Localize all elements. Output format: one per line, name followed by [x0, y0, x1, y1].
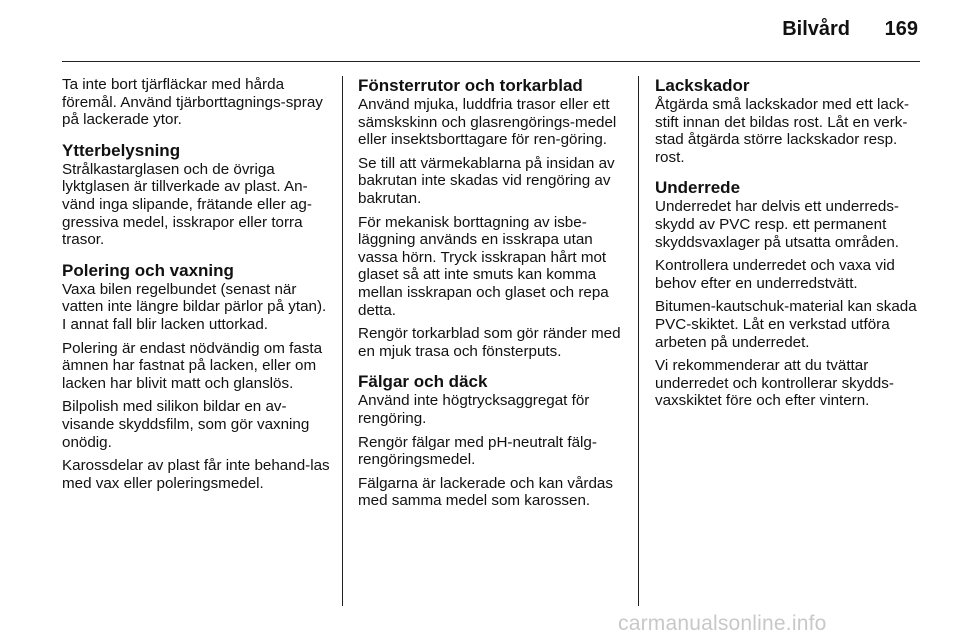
paragraph: Kontrollera underredet och vaxa vid behov efter en underredstvätt.	[655, 257, 895, 292]
section-heading: Underrede	[655, 178, 741, 198]
column-3	[655, 76, 923, 422]
paragraph: Strålkastarglasen och de övriga lyktglasen är tillverkade av plast. An-vänd inga slipande, frätande eller ag-gressiva medel, isskrapor eller torra trasor.	[62, 160, 312, 249]
section-heading: Polering och vaxning	[62, 260, 234, 280]
paragraph: Underredet har delvis ett underreds-skydd av PVC resp. ett permanent skyddsvaxlager på utsatta områden.	[655, 198, 899, 251]
paragraph: Se till att värmekablarna på insidan av bakrutan inte skadas vid rengöring av bakrutan.	[358, 154, 615, 207]
section-heading: Ytterbelysning	[62, 140, 181, 160]
paragraph: För mekanisk borttagning av isbe-läggning används en isskrapa utan vassa hörn. Tryck isskrapan hårt mot glaset så att inte smuts kan komma mellan isskrapan och glaset och repa detta.	[358, 213, 609, 319]
page-number: 169	[884, 18, 918, 40]
intro-paragraph: Ta inte bort tjärfläckar med hårda föremål. Använd tjärborttagnings-spray på lackerade ytor.	[62, 76, 323, 129]
section-heading: Fälgar och däck	[358, 372, 488, 392]
intro-section	[62, 76, 330, 129]
paragraph: Använd mjuka, luddfria trasor eller ett sämskskinn och glasrengörings-medel eller insektsborttagare för ren-göring.	[358, 96, 617, 149]
section-polering	[62, 261, 330, 493]
section-ytterbelysning	[62, 141, 330, 249]
section-heading: Fönsterrutor och torkarblad	[358, 76, 583, 95]
paragraph: Bilpolish med silikon bildar en av-visande skyddsfilm, som gör vaxning onödig.	[62, 398, 310, 451]
header-rule	[62, 61, 920, 62]
paragraph: Rengör torkarblad som gör ränder med en mjuk trasa och fönsterputs.	[358, 325, 621, 360]
paragraph: Vi rekommenderar att du tvättar underredet och kontrollerar skydds-vaxskiktet före och efter vintern.	[655, 357, 894, 410]
section-lackskador	[655, 76, 923, 166]
section-heading: Lackskador	[655, 76, 750, 95]
column-divider	[638, 76, 639, 606]
section-fonsterrutor	[358, 76, 626, 360]
paragraph: Polering är endast nödvändig om fasta ämnen har fastnat på lacken, eller om lacken har blivit matt och glanslös.	[62, 339, 323, 392]
column-1	[62, 76, 330, 504]
paragraph: Vaxa bilen regelbundet (senast när vatten inte längre bildar pärlor på ytan). I annat fall blir lacken uttorkad.	[62, 280, 327, 333]
paragraph: Bitumen-kautschuk-material kan skada PVC-skiktet. Låt en verkstad utföra arbeten på underredet.	[655, 298, 917, 351]
column-2	[358, 76, 626, 522]
column-divider	[342, 76, 343, 606]
paragraph: Åtgärda små lackskador med ett lack-stift innan det bildas rost. Låt en verk-stad åtgärda större lackskador resp. rost.	[655, 96, 910, 166]
section-underrede	[655, 178, 923, 410]
paragraph: Använd inte högtrycksaggregat för rengöring.	[358, 392, 590, 427]
page-header	[0, 0, 960, 62]
paragraph: Fälgarna är lackerade och kan vårdas med samma medel som karossen.	[358, 474, 613, 510]
paragraph: Karossdelar av plast får inte behand-las med vax eller poleringsmedel.	[62, 457, 330, 492]
section-title: Bilvård	[782, 18, 850, 40]
watermark: carmanualsonline.info	[618, 612, 827, 635]
section-falgar	[358, 372, 626, 510]
paragraph: Rengör fälgar med pH-neutralt fälg-rengöringsmedel.	[358, 433, 597, 469]
